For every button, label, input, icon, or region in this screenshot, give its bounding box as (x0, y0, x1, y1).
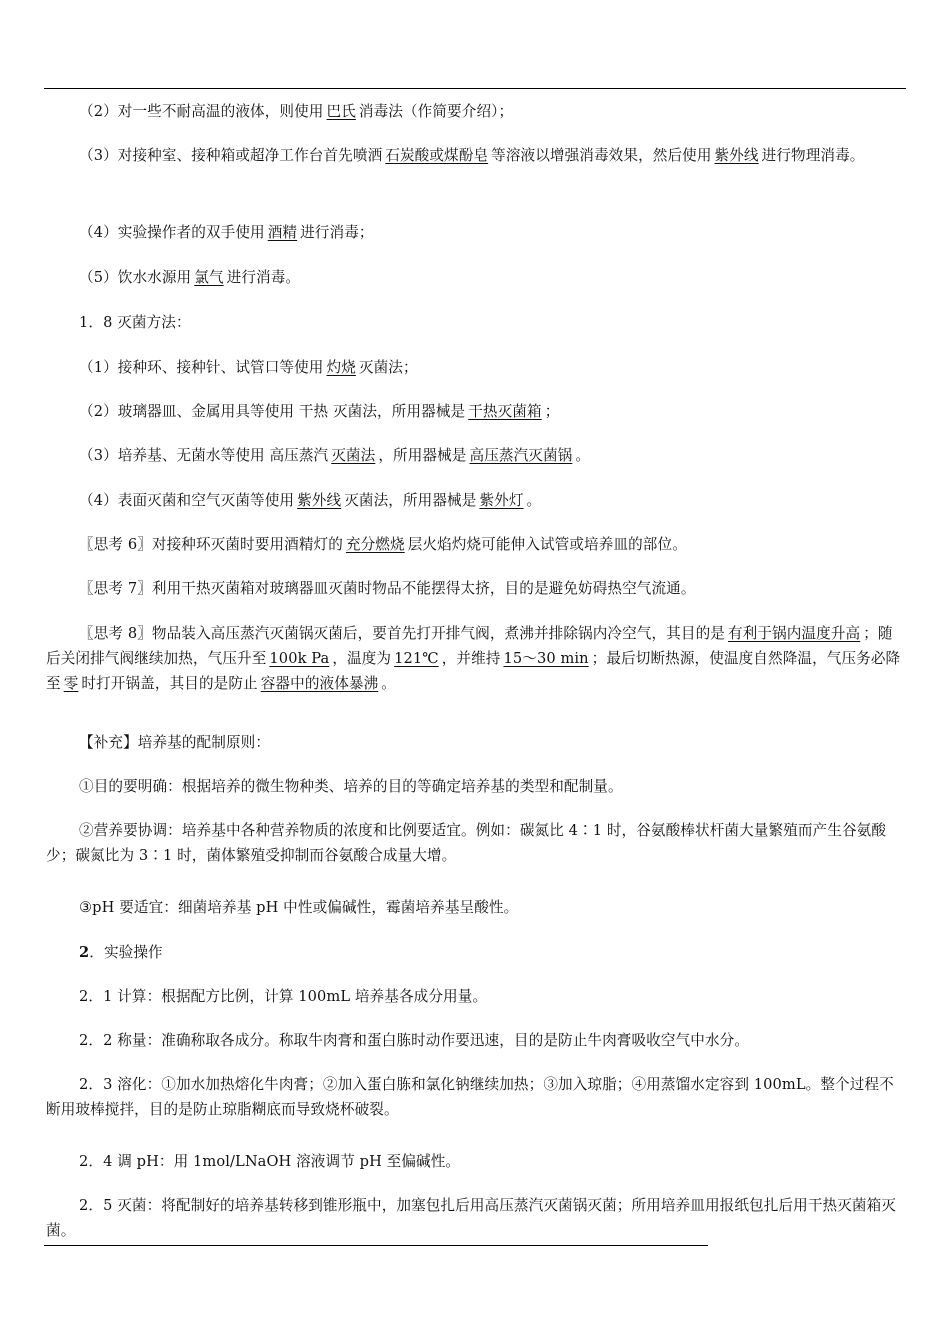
answer-blank: 容器中的液体暴沸 (260, 675, 379, 692)
text: 灭菌法； (358, 359, 418, 376)
answer-blank: 零 (63, 675, 79, 692)
answer-blank: 100k Pa (269, 650, 330, 667)
op-calc: 2．1 计算：根据配方比例，计算 100mL 培养基各成分用量。 (79, 988, 488, 1005)
text: 。 (526, 492, 542, 509)
answer-blank: 紫外线 (297, 492, 342, 509)
answer-blank: 高压蒸汽灭菌锅 (469, 447, 573, 464)
text: 等溶液以增强消毒效果，然后使用 (491, 147, 712, 164)
text: 。 (381, 675, 396, 692)
op-dissolve: 2．3 溶化：①加水加热熔化牛肉膏；②加入蛋白胨和氯化钠继续加热；③加入琼脂；④用蒸馏水定容到 100mL。整个过程不断用玻棒搅拌，目的是防止琼脂糊底而导致烧杯破裂。 (46, 1076, 894, 1118)
op-weigh: 2．2 称量：准确称取各成分。称取牛肉膏和蛋白胨时动作要迅速，目的是防止牛肉膏吸收空气中水分。 (79, 1032, 750, 1049)
text: （5）饮水水源用 (79, 269, 192, 286)
para-hands (46, 220, 906, 245)
principle-3: ③pH 要适宜：细菌培养基 pH 中性或偏碱性，霉菌培养基呈酸性。 (79, 899, 519, 916)
text: （2）对一些不耐高温的液体，则使用 (79, 103, 324, 120)
text: 灭菌法，所用器械是 (344, 492, 477, 509)
text: （4）实验操作者的双手使用 (79, 224, 265, 241)
text: （3）培养基、无菌水等使用 高压蒸汽 (79, 447, 329, 464)
para-s1 (46, 355, 906, 380)
answer-blank: 紫外线 (714, 147, 759, 164)
para-water (46, 265, 906, 290)
text: （4）表面灭菌和空气灭菌等使用 (79, 492, 295, 509)
para-spray (46, 143, 906, 168)
text: （3）对接种室、接种箱或超净工作台首先喷洒 (79, 147, 383, 164)
text: ；随后关闭排气阀继续加热，气压升至 (46, 625, 893, 667)
answer-blank: 充分燃烧 (345, 536, 405, 553)
op-ph: 2．4 调 pH：用 1mol/LNaOH 溶液调节 pH 至偏碱性。 (79, 1153, 461, 1170)
text: 进行物理消毒。 (761, 147, 865, 164)
principle-1: ①目的要明确：根据培养的微生物种类、培养的目的等确定培养基的类型和配制量。 (79, 778, 623, 795)
op-sterilize: 2．5 灭菌：将配制好的培养基转移到锥形瓶中，加塞包扎后用高压蒸汽灭菌锅灭菌；所用培养皿用报纸包扎后用干热灭菌箱灭菌。 (46, 1197, 896, 1239)
para-s2 (46, 399, 906, 424)
para-s3 (46, 443, 906, 468)
text: （1）接种环、接种针、试管口等使用 (79, 359, 324, 376)
para-pasteur (46, 99, 906, 124)
answer-blank: 石炭酸或煤酚皂 (385, 147, 489, 164)
text: ，温度为 (332, 650, 392, 667)
text: ； (544, 403, 560, 420)
para-s4 (46, 488, 906, 513)
text: ，并维持 (441, 650, 501, 667)
text: 进行消毒； (300, 224, 374, 241)
answer-blank: 干热灭菌箱 (468, 403, 542, 420)
text: 〖思考 8〗物品装入高压蒸汽灭菌锅灭菌后，要首先打开排气阀，煮沸并排除锅内冷空气，其目的是 (79, 625, 725, 642)
text: （2）玻璃器皿、金属用具等使用 干热 灭菌法，所用器械是 (79, 403, 466, 420)
heading-number: 2 (79, 944, 90, 961)
heading-text: ．实验操作 (89, 944, 163, 961)
text: ，所用器械是 (378, 447, 467, 464)
header-rule (44, 88, 906, 89)
text: 〖思考 6〗对接种环灭菌时要用酒精灯的 (79, 536, 343, 553)
heading-operation (46, 940, 906, 965)
text: ；最后切断热源，使温度自然降温，气压务必降至 (46, 650, 901, 692)
text: 进行消毒。 (226, 269, 301, 286)
think-6 (46, 532, 906, 557)
text: 消毒法（作简要介绍）； (358, 103, 514, 120)
answer-blank: 灼烧 (326, 359, 356, 376)
think-7: 〖思考 7〗利用干热灭菌箱对玻璃器皿灭菌时物品不能摆得太挤，目的是避免妨碍热空气流通。 (79, 580, 696, 597)
text: 层火焰灼烧可能伸入试管或培养皿的部位。 (407, 536, 687, 553)
answer-blank: 灭菌法 (331, 447, 376, 464)
answer-blank: 15～30 min (503, 650, 589, 667)
answer-blank: 有利于锅内温度升高 (727, 625, 861, 642)
text: 时打开锅盖，其目的是防止 (81, 675, 258, 692)
answer-blank: 氯气 (194, 269, 224, 286)
text: 。 (575, 447, 591, 464)
answer-blank: 121℃ (394, 650, 439, 667)
think-8 (46, 621, 906, 696)
principle-2: ②营养要协调：培养基中各种营养物质的浓度和比例要适宜。例如：碳氮比 4∶1 时，谷氨酸棒状杆菌大量繁殖而产生谷氨酸少；碳氮比为 3∶1 时，菌体繁殖受抑制而谷氨酸合成量大增。 (46, 822, 887, 864)
heading-sterilization: 1．8 灭菌方法： (79, 314, 191, 331)
answer-blank: 巴氏 (326, 103, 356, 120)
supplement-heading: 【补充】培养基的配制原则： (79, 734, 271, 751)
footer-rule (44, 1245, 708, 1246)
answer-blank: 酒精 (267, 224, 298, 241)
answer-blank: 紫外灯 (479, 492, 524, 509)
